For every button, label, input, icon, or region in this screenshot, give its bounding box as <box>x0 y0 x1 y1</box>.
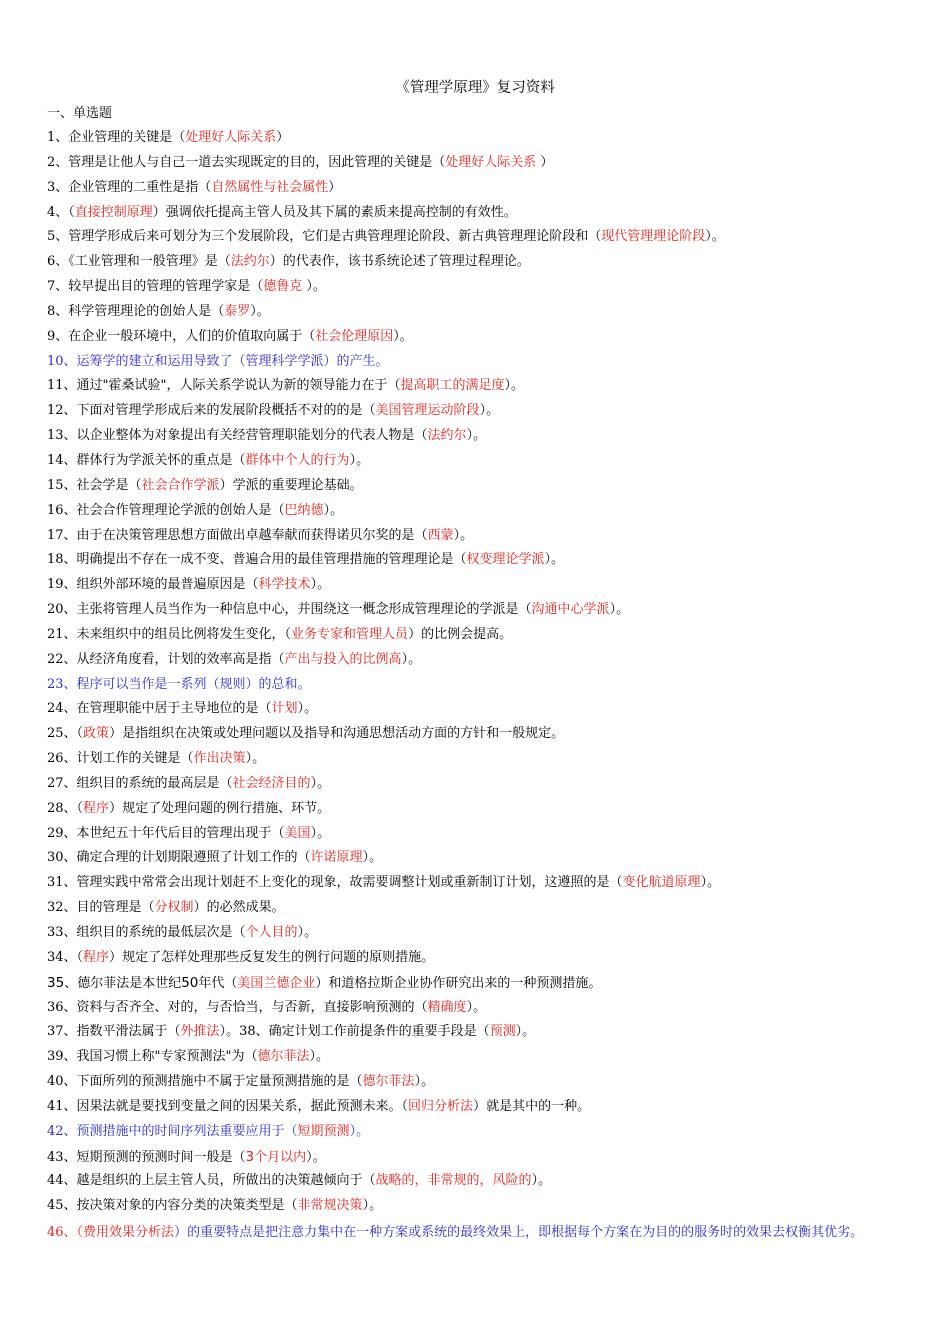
question-text: 27、组织目的系统的最高层是（ <box>47 775 233 791</box>
question-item <box>47 973 907 998</box>
question-text: 2、管理是让他人与自己一道去实现既定的目的，因此管理的关键是（ <box>47 154 446 170</box>
answer-text: 分权制 <box>154 900 194 916</box>
question-item <box>47 1221 907 1245</box>
answer-text: 变化航道原理 <box>622 875 701 891</box>
question-text: 22、从经济角度看，计划的效率高是指（ <box>47 651 285 667</box>
question-item <box>47 227 907 252</box>
question-text: 18、明确提出不存在一成不变、普遍合用的最佳管理措施的管理理论是（ <box>47 552 467 568</box>
question-text: 45、按决策对象的内容分类的决策类型是（ <box>47 1198 298 1214</box>
question-text: ）。 <box>453 527 474 543</box>
question-item <box>47 1147 907 1172</box>
question-text: ）学派的重要理论基础。 <box>219 477 363 493</box>
question-text: ）的代表作，该书系统论述了管理过程理论。 <box>269 254 530 270</box>
question-text: ）。 <box>362 850 383 866</box>
question-item <box>47 426 907 451</box>
question-text: ）。38、确定计划工作前提条件的重要手段是（ <box>219 1024 490 1040</box>
question-text: ）。 <box>306 279 326 295</box>
question-item <box>47 824 907 849</box>
question-item <box>47 153 907 178</box>
answer-text: 社会合作学派 <box>141 477 220 493</box>
answer-text: 社会伦理原因 <box>315 328 394 344</box>
answer-text: 费用效果分析法 <box>83 1225 175 1241</box>
question-item <box>47 128 907 153</box>
question-item <box>47 1097 907 1122</box>
answer-text: 个月以内 <box>254 1149 307 1165</box>
answer-text: 美国 <box>284 825 311 841</box>
answer-text: 提高职工的满足度 <box>400 378 505 394</box>
question-text: 19、组织外部环境的最普遍原因是（ <box>47 577 259 593</box>
question-text: ）规定了怎样处理那些反复发生的例行问题的原则措施。 <box>109 949 435 965</box>
answer-text: 战略的，非常规的，风险的 <box>375 1173 532 1189</box>
answer-text: 外推法 <box>180 1024 220 1040</box>
question-text: ）。 <box>504 378 525 394</box>
answer-text: 非常规决策 <box>297 1198 363 1214</box>
answer-text: 巴纳德 <box>284 502 324 518</box>
question-text: 50 <box>181 974 199 991</box>
answer-text: 处理好人际关系 <box>185 130 277 145</box>
answer-text: 个人目的 <box>245 925 298 940</box>
question-text: ）。 <box>393 328 413 344</box>
question-item <box>47 476 907 501</box>
answer-text: 作出决策 <box>193 751 246 767</box>
question-text: 35 <box>47 974 65 991</box>
question-item <box>47 1072 907 1097</box>
answer-text: 3 <box>245 1148 255 1165</box>
answer-text: 政策 <box>83 726 110 742</box>
question-item <box>47 873 907 898</box>
question-text: 39、我国习惯上称"专家预测法"为（ <box>47 1049 258 1065</box>
question-text: ）。 <box>309 1049 330 1065</box>
question-text: ）强调依托提高主管人员及其下属的素质来提高控制的有效性。 <box>152 204 517 220</box>
question-text: 11、通过"霍桑试验"，人际关系学说认为新的领导能力在于（ <box>47 378 401 394</box>
question-list <box>47 128 907 1245</box>
question-text: 29、本世纪五十年代后目的管理出现于（ <box>47 825 285 841</box>
question-item <box>47 451 907 476</box>
question-text: 30、确定合理的计划期限遵照了计划工作的（ <box>47 850 311 866</box>
question-text: ）。 <box>297 701 318 717</box>
answer-text: 计划 <box>271 701 298 717</box>
question-text: 4、（ <box>47 204 75 220</box>
question-item <box>47 948 907 973</box>
question-item <box>47 575 907 600</box>
question-item <box>47 724 907 749</box>
question-text: ）。 <box>414 1074 435 1090</box>
question-text: ）。 <box>250 303 270 319</box>
question-item <box>47 774 907 799</box>
answer-text: 美国管理运动阶段 <box>375 403 480 419</box>
question-text: 8、科学管理理论的创始人是（ <box>47 303 225 319</box>
question-item <box>47 550 907 575</box>
question-item <box>47 923 907 948</box>
answer-text: 直接控制原理 <box>74 204 153 220</box>
answer-text: 许诺原理 <box>310 850 363 866</box>
question-item <box>47 1171 907 1196</box>
section-heading: 一、单选题 <box>47 106 113 121</box>
question-item <box>47 898 907 923</box>
question-text: ）。 <box>362 1198 383 1214</box>
question-text: 28、（ <box>47 800 84 816</box>
question-text: ） <box>328 179 342 195</box>
question-text: 32、目的管理是（ <box>47 900 155 916</box>
answer-text: 沟通中心学派 <box>531 602 610 618</box>
question-text: ）。 <box>297 925 318 940</box>
question-text: 17、由于在决策管理思想方面做出卓越奉献而获得诺贝尔奖的是（ <box>47 527 428 543</box>
question-item <box>47 178 907 203</box>
answer-text: 科学技术 <box>258 577 311 593</box>
question-text: 年代（ <box>198 975 238 991</box>
question-item <box>47 848 907 873</box>
question-text: 24、在管理职能中居于主导地位的是（ <box>47 701 272 717</box>
question-text: 6、《工业管理和一般管理》是（ <box>47 254 231 270</box>
question-text: 40、下面所列的预测措施中不属于定量预测措施的是（ <box>47 1074 363 1090</box>
answer-text: 法约尔 <box>427 428 467 444</box>
question-text: 31、管理实践中常常会出现计划赶不上变化的现象，故需要调整计划或重新制订计划，这遵照的是（ <box>47 875 623 891</box>
question-text: 43、短期预测的预测时间一般是（ <box>47 1149 246 1165</box>
question-text: 44、越是组织的上层主管人员，所做出的决策越倾向于（ <box>47 1173 376 1189</box>
answer-text: 社会经济目的 <box>232 775 311 791</box>
page-title: 《管理学原理》复习资料 <box>395 80 555 96</box>
question-item <box>47 799 907 824</box>
question-text: ）的比例会提高。 <box>408 626 513 642</box>
answer-text: 现代管理理论阶段 <box>601 229 706 245</box>
question-text: 9、在企业一般环境中，人们的价值取向属于（ <box>47 328 316 344</box>
question-text: ）。 <box>515 1024 536 1040</box>
highlighted-text: 23、程序可以当作是一系列（规则）的总和。 <box>47 676 311 692</box>
answer-text: 46、（ <box>47 1225 84 1241</box>
question-item <box>47 252 907 277</box>
question-text: ）。 <box>531 1173 552 1189</box>
answer-text: 预测 <box>489 1024 516 1040</box>
question-text: ）。 <box>306 1149 326 1165</box>
question-text: ）。 <box>310 825 331 841</box>
question-text: 34、（ <box>47 949 84 965</box>
question-item <box>47 526 907 551</box>
answer-text: 程序 <box>83 949 110 965</box>
question-text: 13、以企业整体为对象提出有关经营管理职能划分的代表人物是（ <box>47 428 428 444</box>
question-text: ）。 <box>705 229 725 245</box>
question-text: ）。 <box>310 577 331 593</box>
question-text: 15、社会学是（ <box>47 477 142 493</box>
question-text: ）的必然成果。 <box>193 900 285 916</box>
question-text: ）。 <box>401 651 422 667</box>
answer-text: 德鲁克 <box>263 279 307 295</box>
answer-text: 群体中个人的行为 <box>245 452 350 468</box>
question-text: ）。 <box>466 428 487 444</box>
answer-text: 精确度 <box>427 999 467 1015</box>
question-item <box>47 998 907 1023</box>
question-text: 41、因果法就是要找到变量之间的因果关系，据此预测未来。（ <box>47 1098 409 1114</box>
question-item <box>47 1196 907 1221</box>
question-text: ）是指组织在决策或处理问题以及指导和沟通思想活动方面的方针和一般规定。 <box>109 726 565 742</box>
question-text: 7、较早提出目的管理的管理学家是（ <box>47 279 264 295</box>
question-text: 20、主张将管理人员当作为一种信息中心，并围绕这一概念形成管理理论的学派是（ <box>47 602 532 618</box>
question-item <box>47 376 907 401</box>
question-text: ）规定了处理问题的例行措施、环节。 <box>109 800 331 816</box>
question-text: 、德尔菲法是本世纪 <box>64 975 182 991</box>
answer-text: 回归分析法 <box>408 1098 474 1114</box>
answer-text: 美国兰德企业 <box>237 975 316 991</box>
answer-text: 西蒙 <box>427 527 454 543</box>
question-text: ）。 <box>544 552 565 568</box>
question-text: 25、（ <box>47 726 84 742</box>
question-text: 37、指数平滑法属于（ <box>47 1024 181 1040</box>
question-item <box>47 302 907 327</box>
question-item <box>47 327 907 352</box>
highlighted-text: 10、运筹学的建立和运用导致了（管理科学学派）的产生。 <box>47 353 389 369</box>
question-text: ）。 <box>349 452 370 468</box>
question-text: 3、企业管理的二重性是指（ <box>47 179 212 195</box>
question-item <box>47 352 907 377</box>
answer-text: 法约尔 <box>230 254 270 270</box>
question-text: 16、社会合作管理理论学派的创始人是（ <box>47 502 285 518</box>
answer-text: 程序 <box>83 800 110 816</box>
question-item <box>47 277 907 302</box>
question-text: ）。 <box>310 775 331 791</box>
question-text: 1、企业管理的关键是（ <box>47 130 186 145</box>
question-text: 5、管理学形成后来可划分为三个发展阶段，它们是古典管理理论阶段、新古典管理理论阶段和（ <box>47 229 602 245</box>
question-text: ）。 <box>323 502 344 518</box>
question-text: ） <box>276 130 290 145</box>
question-item <box>47 600 907 625</box>
question-item <box>47 1047 907 1072</box>
answer-text: 德尔菲法 <box>257 1049 310 1065</box>
question-item <box>47 1122 907 1147</box>
question-text: ） <box>540 154 554 170</box>
question-item <box>47 625 907 650</box>
highlighted-text: ）的重要特点是把注意力集中在一种方案或系统的最终效果上，即根据每个方案在为目的的服务时的效果去权衡其优劣。 <box>174 1225 864 1241</box>
answer-text: 德尔菲法 <box>362 1074 415 1090</box>
question-item <box>47 650 907 675</box>
question-item <box>47 699 907 724</box>
question-text: ）。 <box>245 751 266 767</box>
answer-text: 短期预测 <box>297 1123 350 1139</box>
question-text: ）和道格拉斯企业协作研究出来的一种预测措施。 <box>315 975 602 991</box>
question-item <box>47 501 907 526</box>
question-text: 12、下面对管理学形成后来的发展阶段概括不对的的是（ <box>47 403 376 419</box>
question-item <box>47 675 907 700</box>
question-text: 36、资料与否齐全、对的，与否恰当，与否新，直接影响预测的（ <box>47 999 428 1015</box>
answer-text: 自然属性与社会属性 <box>211 179 329 195</box>
question-item <box>47 1022 907 1047</box>
answer-text: 处理好人际关系 <box>445 154 541 170</box>
question-text: 26、计划工作的关键是（ <box>47 751 194 767</box>
question-text: 21、未来组织中的组员比例将发生变化，（ <box>47 626 292 642</box>
answer-text: 产出与投入的比例高 <box>284 651 402 667</box>
question-text: ）。 <box>609 602 630 618</box>
question-item <box>47 401 907 426</box>
question-text: 33、组织目的系统的最低层次是（ <box>47 925 246 940</box>
question-text: ）。 <box>479 403 500 419</box>
highlighted-text: ）。 <box>349 1123 370 1139</box>
answer-text: 泰罗 <box>224 303 251 319</box>
highlighted-text: 42、预测措施中的时间序列法重要应用于（ <box>47 1123 298 1139</box>
question-text: ）就是其中的一种。 <box>473 1098 591 1114</box>
question-text: ）。 <box>466 999 487 1015</box>
question-text: ）。 <box>700 875 721 891</box>
question-text: 14、群体行为学派关怀的重点是（ <box>47 452 246 468</box>
answer-text: 业务专家和管理人员 <box>291 626 409 642</box>
answer-text: 权变理论学派 <box>466 552 545 568</box>
question-item <box>47 203 907 228</box>
question-item <box>47 749 907 774</box>
